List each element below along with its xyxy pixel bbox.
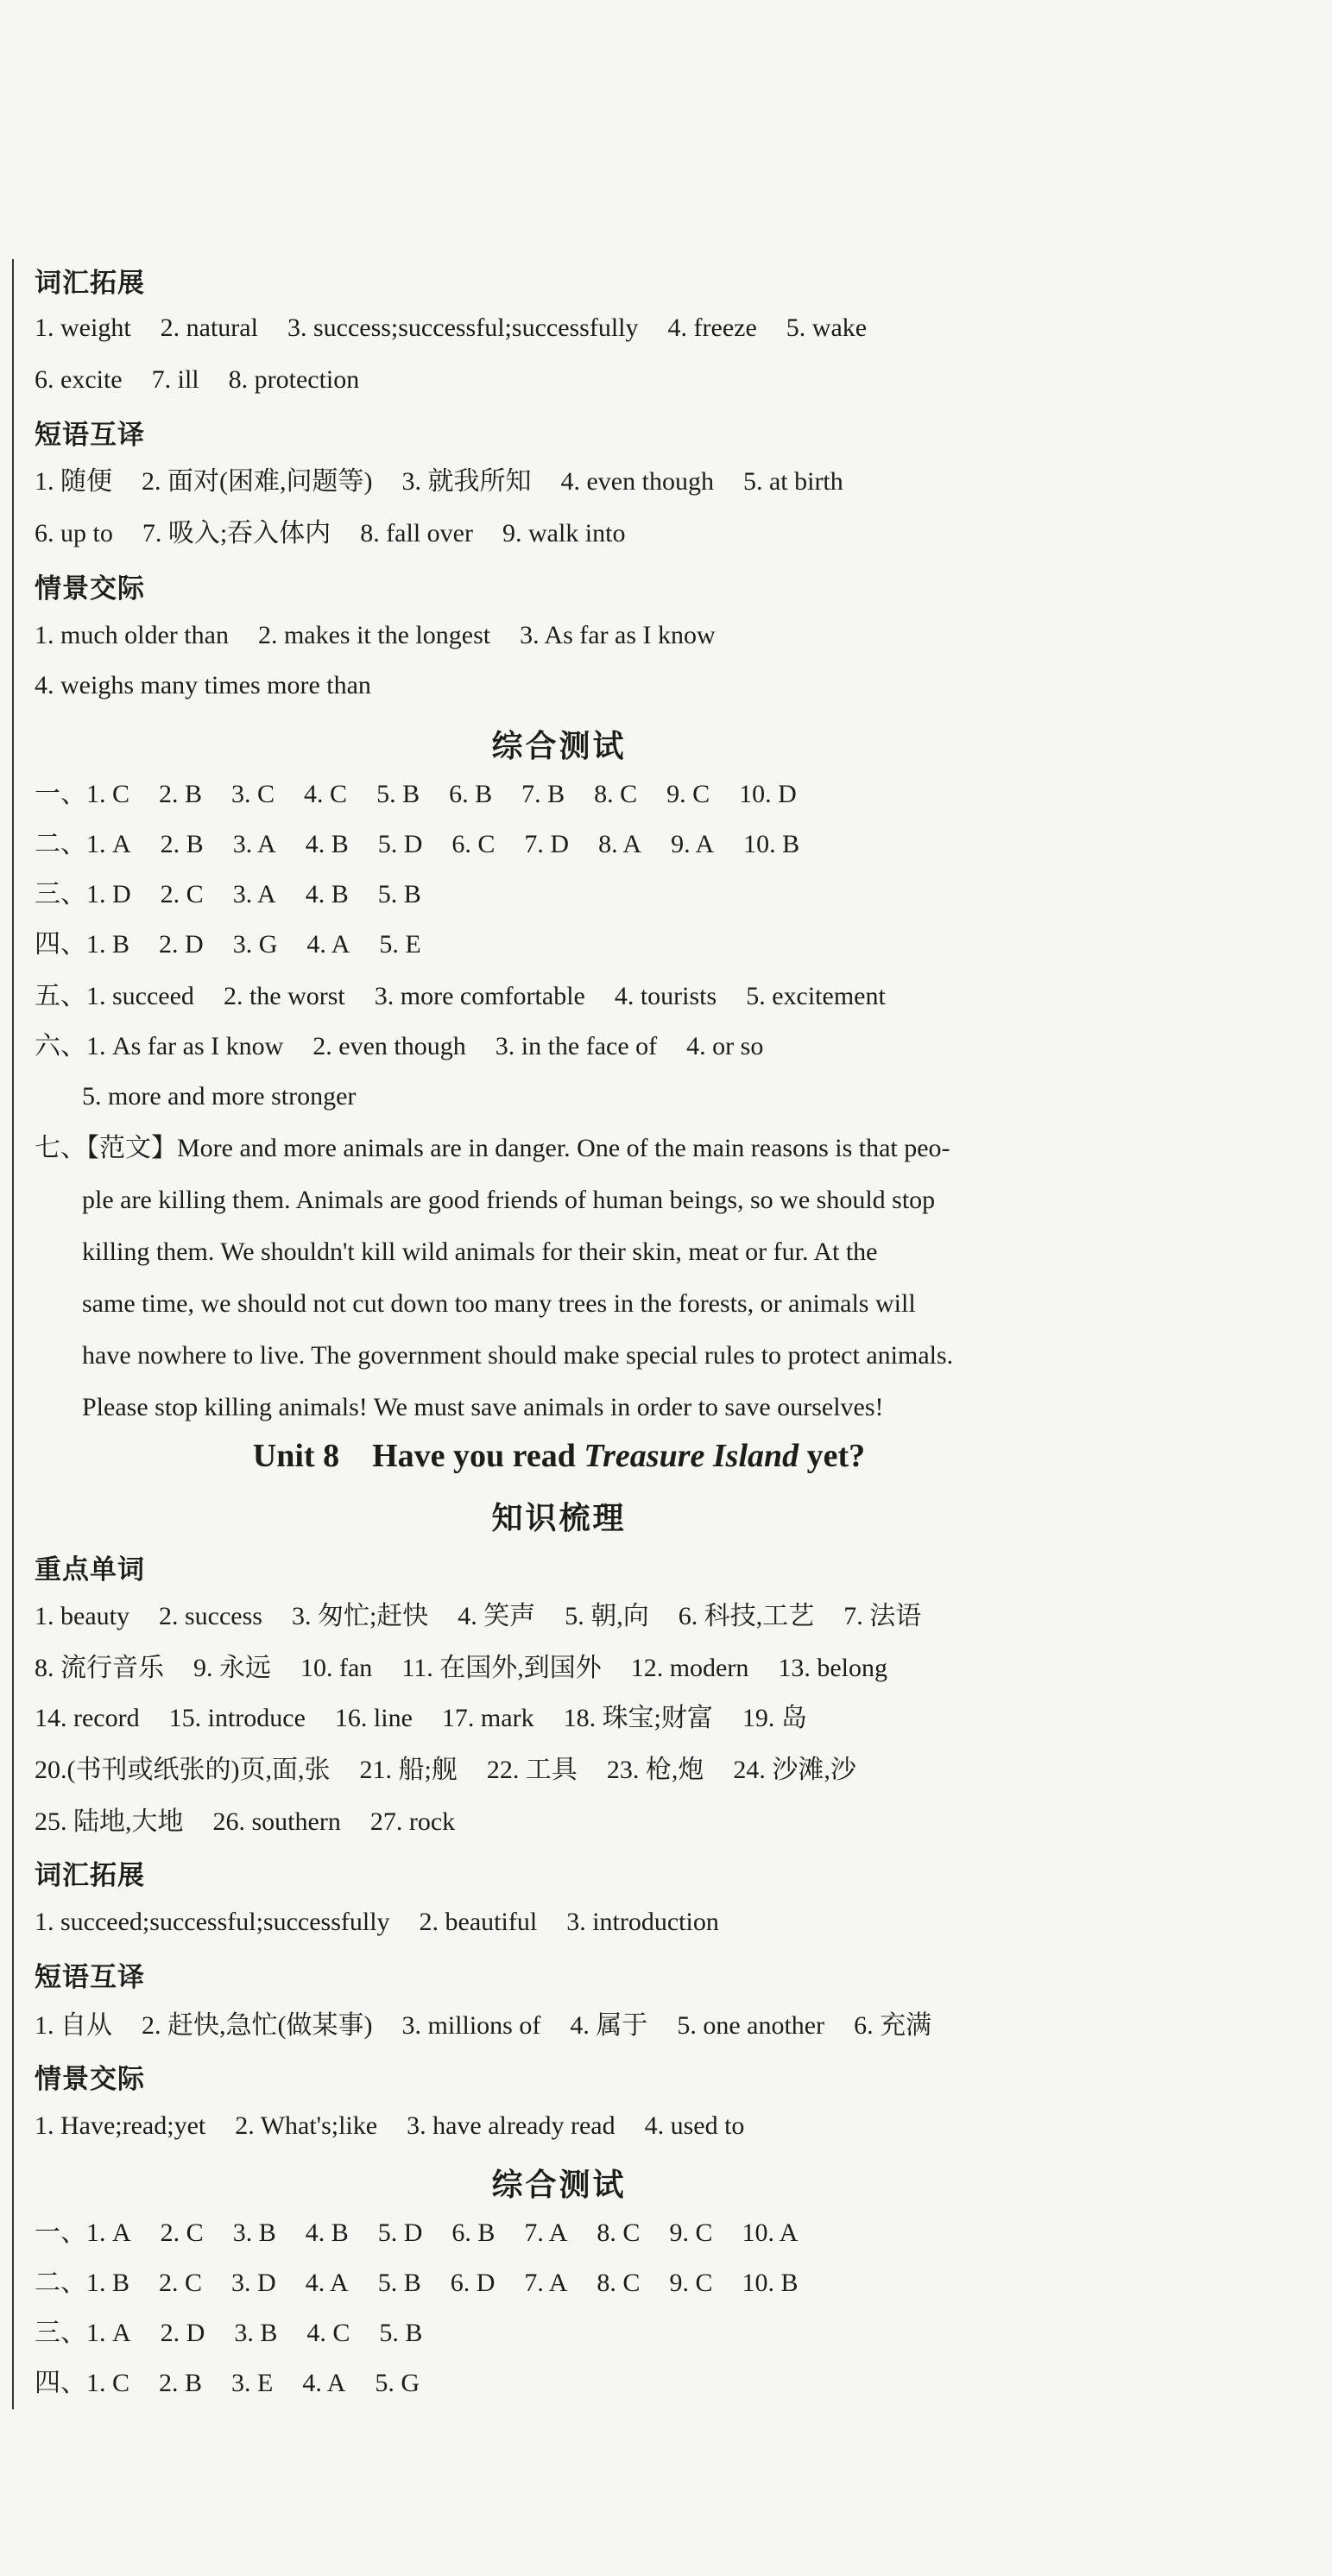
answer-item: 2. D: [159, 930, 204, 959]
answer-item: 三、1. A: [35, 2319, 131, 2347]
answer-item: 3. introduction: [566, 1908, 719, 1936]
phrase-line-2: [35, 516, 625, 551]
essay-line-1: 七、【范文】More and more animals are in danger. One of the main reasons is that peo-: [35, 1134, 950, 1162]
answer-item: 1. beauty: [35, 1602, 129, 1630]
answer-item: 5. wake: [786, 313, 868, 342]
answer-item: 3. A: [232, 830, 276, 858]
margin-rule: [12, 259, 14, 2409]
test2-row-4: [35, 2366, 420, 2401]
answer-item: 4. C: [306, 2319, 350, 2347]
answer-item: 4. weighs many times more than: [35, 671, 371, 699]
answer-item: 4. tourists: [614, 982, 717, 1010]
answer-item: 5. E: [379, 930, 421, 959]
answer-item: 3. As far as I know: [520, 621, 716, 649]
test1-row-2: [35, 827, 799, 862]
answer-item: 7. B: [521, 780, 565, 808]
answer-item: 3. B: [232, 2218, 276, 2247]
answer-item: 4. even though: [560, 467, 714, 496]
answer-item: 20.(书刊或纸张的)页,面,张: [35, 1756, 331, 1784]
answer-item: 10. B: [742, 2269, 799, 2297]
answer-item: 四、1. B: [35, 930, 130, 959]
answer-item: 5. D: [377, 830, 423, 858]
answer-item: 7. D: [524, 830, 570, 858]
answer-item: 2. success: [158, 1602, 262, 1630]
test1-row-1: [35, 777, 797, 812]
answer-item: 4. A: [305, 2269, 349, 2297]
answer-item: 2. beautiful: [419, 1908, 538, 1936]
answer-item: 2. C: [160, 880, 204, 908]
answer-item: 7. A: [524, 2218, 568, 2247]
answer-item: 4. B: [305, 830, 349, 858]
vocab-ext-heading: 词汇拓展: [35, 268, 145, 299]
answer-item: 27. rock: [369, 1807, 456, 1836]
answer-item: 5. B: [376, 780, 420, 808]
answer-item: 1. Have;read;yet: [35, 2111, 206, 2140]
test2-title: 综合测试: [491, 2168, 627, 2203]
answer-item: 2. makes it the longest: [257, 621, 491, 649]
answer-item: 15. introduce: [168, 1704, 306, 1732]
key-words-line-3: [35, 1701, 807, 1736]
answer-item: 2. 面对(困难,问题等): [142, 467, 373, 496]
answer-item: 四、1. C: [35, 2369, 130, 2397]
unit-title-main: Have you read: [372, 1438, 576, 1474]
answer-item: 9. 永远: [193, 1654, 271, 1682]
essay-line-2: ple are killing them. Animals are good friends of human beings, so we should stop: [82, 1186, 936, 1214]
unit-title-italic: Treasure Island: [584, 1438, 799, 1474]
test2-row-2: [35, 2266, 798, 2301]
answer-item: 5. at birth: [742, 467, 843, 496]
answer-item: 8. C: [594, 780, 638, 808]
answer-item: 19. 岛: [742, 1704, 807, 1732]
answer-item: 4. 笑声: [458, 1602, 536, 1630]
answer-item: 11. 在国外,到国外: [401, 1654, 602, 1682]
answer-item: 3. 匆忙;赶快: [291, 1602, 429, 1630]
answer-item: 3. 就我所知: [401, 467, 532, 496]
situation-line-2: [35, 668, 371, 703]
answer-item: 9. C: [669, 2218, 713, 2247]
answer-item: 16. line: [334, 1704, 413, 1732]
key-words-heading: 重点单词: [35, 1554, 145, 1585]
answer-item: 2. B: [159, 780, 203, 808]
answer-item: 22. 工具: [486, 1756, 578, 1784]
answer-item: 3. C: [231, 780, 275, 808]
answer-item: 1. succeed;successful;successfully: [35, 1908, 390, 1936]
test1-row-5: [35, 979, 886, 1014]
answer-item: 4. A: [306, 930, 350, 959]
answer-item: 2. B: [160, 830, 204, 858]
answer-item: 3. E: [231, 2369, 274, 2397]
answer-item: 9. C: [666, 780, 710, 808]
answer-item: 3. D: [231, 2269, 276, 2297]
situation-heading: 情景交际: [35, 573, 145, 604]
answer-item: 18. 珠宝;财富: [563, 1704, 713, 1732]
essay-line-3: killing them. We shouldn't kill wild animals for their skin, meat or fur. At the: [82, 1237, 878, 1266]
answer-item: 6. up to: [35, 519, 113, 547]
test1-row-6: [35, 1029, 763, 1064]
key-words-line-5: [35, 1805, 455, 1839]
answer-item: 1. weight: [35, 313, 131, 342]
answer-item: 1. 自从: [35, 2011, 112, 2040]
test1-row-4: [35, 927, 421, 962]
answer-item: 10. B: [743, 830, 800, 858]
unit8-vocab-ext-heading: 词汇拓展: [35, 1860, 145, 1891]
test2-row-1: [35, 2216, 798, 2250]
answer-item: 2. What's;like: [235, 2111, 378, 2140]
answer-item: 5. one another: [677, 2011, 825, 2040]
answer-item: 5. excitement: [746, 982, 886, 1010]
unit8-vocab-ext-line: [35, 1905, 719, 1940]
answer-item: 4. B: [305, 880, 349, 908]
answer-item: 10. A: [742, 2218, 799, 2247]
answer-item: 2. even though: [312, 1032, 466, 1060]
essay-line-6: Please stop killing animals! We must save animals in order to save ourselves!: [82, 1393, 884, 1421]
test1-row-6-cont: 5. more and more stronger: [82, 1082, 357, 1111]
answer-item: 三、1. D: [35, 880, 131, 908]
answer-item: 5. 朝,向: [565, 1602, 649, 1630]
answer-item: 4. A: [302, 2369, 346, 2397]
answer-item: 7. 法语: [843, 1602, 922, 1630]
answer-item: 5. B: [377, 2269, 421, 2297]
answer-item: 6. C: [451, 830, 496, 858]
answer-item: 4. 属于: [570, 2011, 648, 2040]
situation-line-1: [35, 618, 716, 653]
key-words-line-2: [35, 1651, 887, 1686]
answer-item: 1. much older than: [35, 621, 229, 649]
knowledge-title: 知识梳理: [491, 1501, 627, 1536]
answer-item: 一、1. C: [35, 780, 130, 808]
test2-row-3: [35, 2316, 422, 2351]
key-words-line-1: [35, 1599, 921, 1634]
answer-item: 25. 陆地,大地: [35, 1807, 184, 1836]
answer-item: 2. D: [160, 2319, 205, 2347]
answer-item: 8. C: [597, 2269, 641, 2297]
answer-item: 8. protection: [228, 365, 360, 394]
answer-item: 1. 随便: [35, 467, 112, 496]
answer-item: 8. 流行音乐: [35, 1654, 164, 1682]
answer-item: 21. 船;舰: [359, 1756, 458, 1784]
test1-title: 综合测试: [491, 729, 627, 764]
answer-item: 6. excite: [35, 365, 123, 394]
unit-title-end: yet?: [806, 1438, 866, 1474]
answer-item: 14. record: [35, 1704, 140, 1732]
answer-item: 5. B: [377, 880, 421, 908]
answer-item: 6. D: [450, 2269, 496, 2297]
answer-item: 二、1. B: [35, 2269, 130, 2297]
answer-item: 8. fall over: [360, 519, 473, 547]
answer-item: 3. success;successful;successfully: [287, 313, 639, 342]
answer-item: 5. B: [379, 2319, 423, 2347]
answer-item: 10. D: [739, 780, 797, 808]
answer-item: 4. B: [305, 2218, 349, 2247]
answer-item: 4. used to: [644, 2111, 745, 2140]
vocab-ext-line-1: [35, 311, 867, 345]
answer-item: 4. or so: [686, 1032, 764, 1060]
answer-item: 7. ill: [151, 365, 199, 394]
answer-item: 4. C: [304, 780, 348, 808]
unit8-phrase-heading: 短语互译: [35, 1962, 145, 1993]
answer-item: 3. B: [234, 2319, 278, 2347]
answer-item: 6. 科技,工艺: [678, 1602, 815, 1630]
answer-item: 6. 充满: [854, 2011, 932, 2040]
answer-item: 2. B: [159, 2369, 203, 2397]
answer-item: 3. more comfortable: [374, 982, 585, 1010]
answer-item: 9. C: [669, 2269, 713, 2297]
answer-item: 3. in the face of: [495, 1032, 658, 1060]
answer-item: 3. have already read: [407, 2111, 615, 2140]
answer-item: 2. natural: [160, 313, 258, 342]
answer-item: 9. A: [671, 830, 715, 858]
answer-item: 12. modern: [630, 1654, 749, 1682]
key-words-line-4: [35, 1753, 856, 1788]
answer-item: 8. A: [598, 830, 642, 858]
unit8-situation-heading: 情景交际: [35, 2064, 145, 2095]
answer-item: 二、1. A: [35, 830, 131, 858]
unit-prefix: Unit 8: [252, 1438, 340, 1474]
answer-item: 24. 沙滩,沙: [733, 1756, 856, 1784]
answer-item: 五、1. succeed: [35, 982, 194, 1010]
unit8-phrase-line: [35, 2009, 931, 2043]
answer-item: 3. millions of: [401, 2011, 541, 2040]
answer-item: 2. C: [159, 2269, 203, 2297]
answer-item: 2. C: [160, 2218, 204, 2247]
answer-item: 3. G: [232, 930, 278, 959]
essay-line-5: have nowhere to live. The government should make special rules to protect animals.: [82, 1341, 954, 1370]
answer-item: 8. C: [597, 2218, 641, 2247]
test1-row-3: [35, 877, 421, 912]
answer-item: 23. 枪,炮: [606, 1756, 704, 1784]
answer-item: 7. 吸入;吞入体内: [142, 519, 331, 547]
phrase-heading: 短语互译: [35, 420, 145, 451]
vocab-ext-line-2: [35, 363, 359, 397]
answer-item: 6. B: [451, 2218, 496, 2247]
answer-item: 5. G: [375, 2369, 420, 2397]
unit8-situation-line: [35, 2109, 744, 2143]
answer-item: 26. southern: [212, 1807, 341, 1836]
answer-item: 六、1. As far as I know: [35, 1032, 284, 1060]
phrase-line-1: [35, 465, 843, 499]
answer-item: 4. freeze: [667, 313, 757, 342]
essay-line-4: same time, we should not cut down too many trees in the forests, or animals will: [82, 1289, 916, 1318]
answer-item: 2. 赶快,急忙(做某事): [142, 2011, 373, 2040]
answer-item: 2. the worst: [223, 982, 345, 1010]
answer-item: 13. belong: [778, 1654, 887, 1682]
answer-item: 3. A: [232, 880, 276, 908]
answer-item: 9. walk into: [502, 519, 626, 547]
answer-item: 10. fan: [300, 1654, 373, 1682]
answer-item: 5. D: [377, 2218, 423, 2247]
answer-item: 7. A: [524, 2269, 568, 2297]
unit-title: [0, 1437, 1118, 1475]
answer-item: 6. B: [449, 780, 493, 808]
answer-item: 一、1. A: [35, 2218, 131, 2247]
answer-item: 17. mark: [441, 1704, 534, 1732]
